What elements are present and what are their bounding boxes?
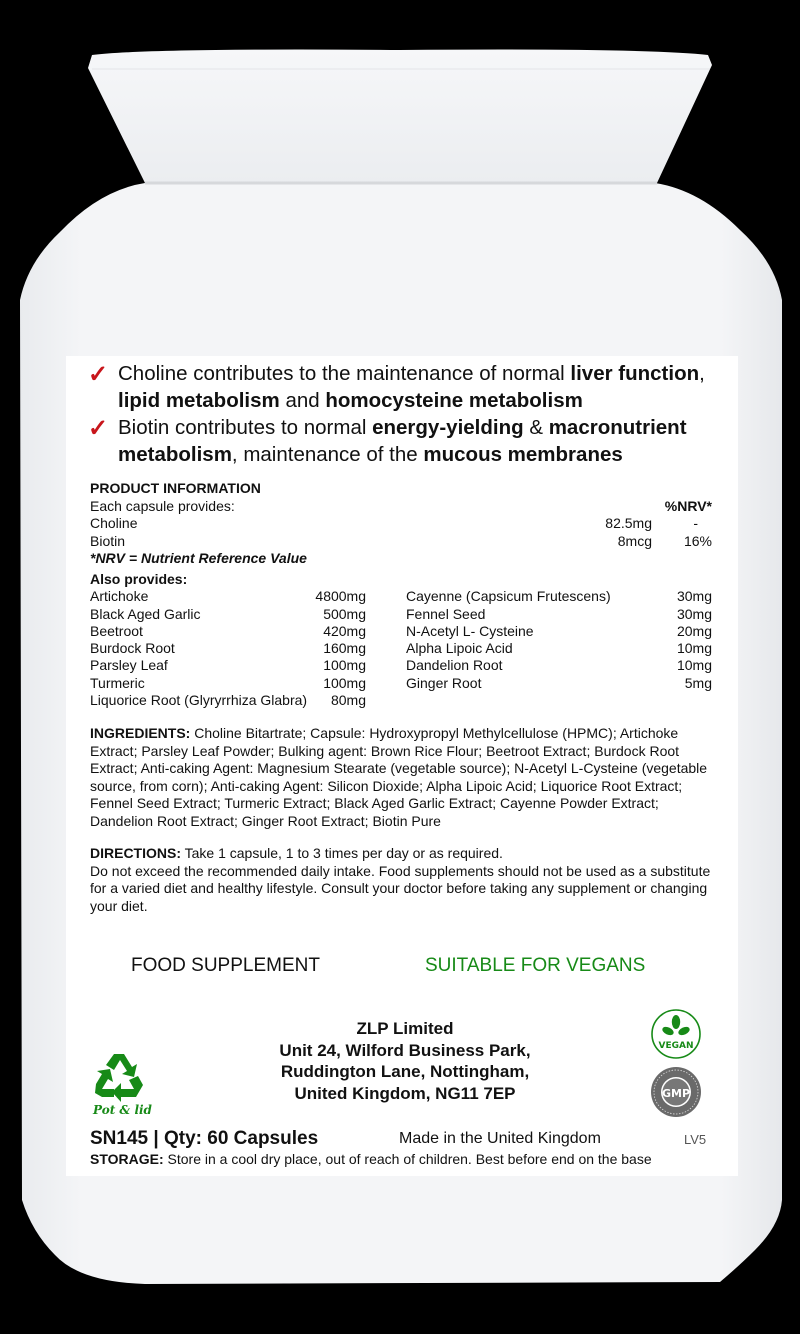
benefit-biotin: ✓ Biotin contributes to normal energy-yielding & macronutrient metabolism, maintenance of the mucous membranes (88, 415, 687, 466)
also-provides-left-column (90, 588, 366, 709)
vegan-badge-icon (650, 1008, 702, 1060)
suitable-for-vegans-label: SUITABLE FOR VEGANS (425, 955, 646, 976)
ingredient-row: Beetroot 420mg (90, 622, 366, 639)
each-capsule-row: Each capsule provides: %NRV* (90, 497, 712, 514)
also-provides-heading: Also provides: (90, 571, 188, 587)
recycle-label: Pot & lid (93, 1103, 152, 1117)
product-information-heading: PRODUCT INFORMATION (90, 480, 261, 496)
ingredients-label: INGREDIENTS: (90, 725, 191, 741)
storage-label: STORAGE: (90, 1151, 164, 1167)
directions-warning: Do not exceed the recommended daily intake. Food supplements should not be used as a substitute for a varied diet and healthy lifestyle. Consult your doctor before taking any supplement or changing your diet. (90, 862, 711, 914)
nrv-note: *NRV = Nutrient Reference Value (90, 550, 307, 566)
directions-label: DIRECTIONS: (90, 845, 181, 861)
nutrient-row: Choline 82.5mg - (90, 515, 698, 531)
ingredient-row: Artichoke 4800mg (90, 588, 366, 605)
also-provides-right-column (366, 588, 712, 709)
recycle-icon (92, 1050, 146, 1104)
benefit-claims (88, 360, 738, 468)
check-icon: ✓ (88, 361, 109, 388)
ingredient-row: Ginger Root 5mg (406, 674, 712, 691)
ingredient-row: Cayenne (Capsicum Frutescens) 30mg (406, 588, 712, 605)
check-icon: ✓ (88, 415, 109, 442)
ingredient-row: N-Acetyl L- Cysteine 20mg (406, 622, 712, 639)
ingredients-text: INGREDIENTS: Choline Bitartrate; Capsule: Hydroxypropyl Methylcellulose (HPMC); Artichoke Extract; Parsley Leaf Powder; Bulking agent: Brown Rice Flour; Beetroot Extract; Burdock Root Extract; Anti-caking Agent: Magnesium Stearate (vegetable source); N-Acetyl L-Cysteine (vegetable source, from corn); Anti-caking Agent: Silicon Dioxide; Alpha Lipoic Acid; Liquorice Root Extract; Fennel Seed Extract; Turmeric Extract; Black Aged Garlic Extract; Cayenne Powder Extract; Dandelion Root Extract; Ginger Root Extract; Biotin Pure (90, 725, 708, 829)
manufacturer-address: ZLP Limited Unit 24, Wilford Business Park, Ruddington Lane, Nottingham, United Kingdom, NG11 7EP (279, 1019, 531, 1103)
made-in-label: Made in the United Kingdom (399, 1130, 601, 1147)
ingredient-row: Turmeric 100mg (90, 674, 366, 691)
storage-text: STORAGE: Store in a cool dry place, out of reach of children. Best before end on the base (90, 1151, 652, 1167)
ingredient-row: Fennel Seed 30mg (406, 605, 712, 622)
nutrient-row: Biotin 8mcg 16% (90, 532, 712, 549)
food-supplement-label: FOOD SUPPLEMENT (131, 955, 320, 976)
nrv-header: %NRV* (664, 497, 712, 514)
gmp-badge-icon (650, 1066, 702, 1118)
ingredient-row: Dandelion Root 10mg (406, 657, 712, 674)
also-provides (90, 571, 712, 709)
svg-text:GMP: GMP (661, 1087, 691, 1100)
directions-text: DIRECTIONS: Take 1 capsule, 1 to 3 times per day or as required. Do not exceed the recommended daily intake. Food supplements should not be used as a substitute for a varied diet and healthy lifestyle. Consult your doctor before taking any supplement or changing your diet. (90, 845, 720, 915)
ingredient-row: Alpha Lipoic Acid 10mg (406, 640, 712, 657)
ingredient-row: Black Aged Garlic 500mg (90, 605, 366, 622)
version-label: LV5 (684, 1132, 707, 1147)
ingredient-row: Parsley Leaf 100mg (90, 657, 366, 674)
ingredient-row: Liquorice Root (Glyryrrhiza Glabra) 80mg (90, 692, 366, 709)
benefit-choline: ✓ Choline contributes to the maintenance of normal liver function, lipid metabolism and homocysteine metabolism (88, 361, 705, 412)
product-code-quantity: SN145 | Qty: 60 Capsules (90, 1128, 319, 1149)
product-information (90, 480, 712, 568)
svg-text:VEGAN: VEGAN (658, 1041, 694, 1051)
ingredient-row: Burdock Root 160mg (90, 640, 366, 657)
